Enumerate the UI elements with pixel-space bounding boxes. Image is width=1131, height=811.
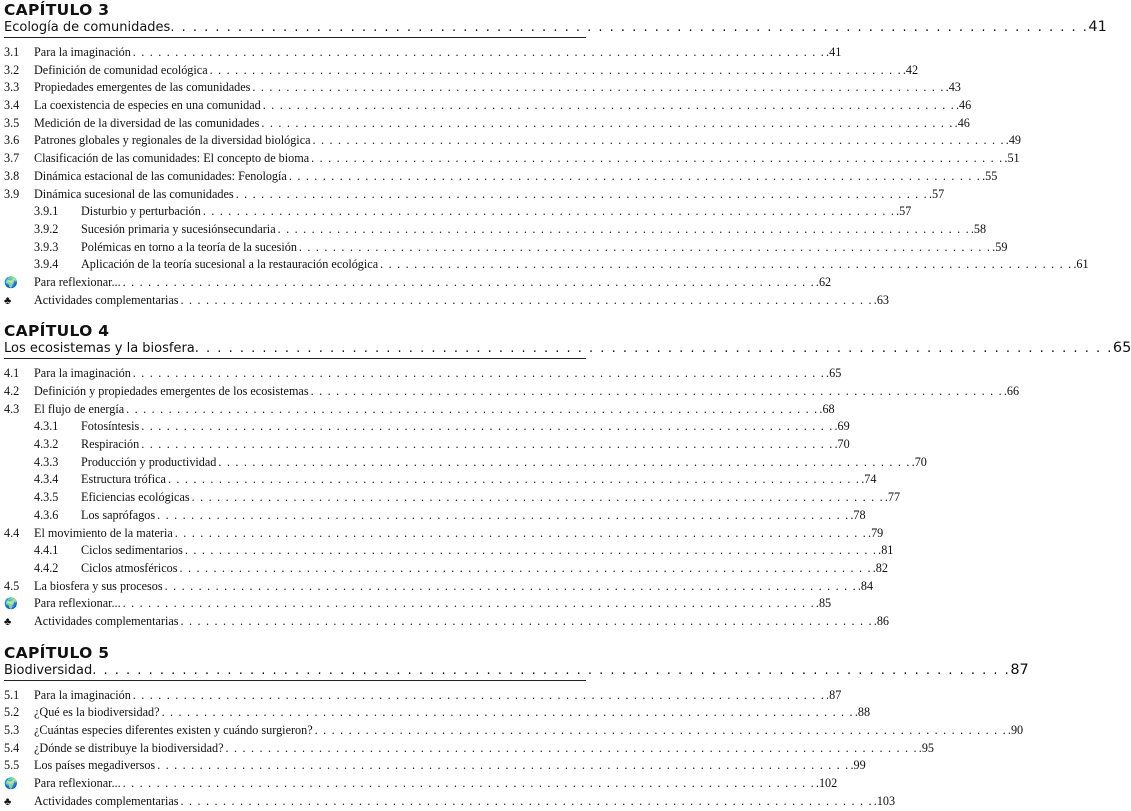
dot-leader: . . . . . . . . . . . . . . . . . . . . . . . . . . . . . . . . . . . . . . . . . . . . . . . . . . . . . . . . . . . . . . . . . . . . . . . . . . . . . . . . . . [310, 384, 1003, 398]
dot-leader: . . . . . . . . . . . . . . . . . . . . . . . . . . . . . . . . . . . . . . . . . . . . . . . . . . . . . . . . . . . . . . . . . . . . . . . . . . . . . . . . . . [157, 758, 850, 773]
dot-leader: . . . . . . . . . . . . . . . . . . . . . . . . . . . . . . . . . . . . . . . . . . . . . . . . . . . . . . . . . . . . . . . . . . . . . . . . . . . . . . . . . . [191, 490, 884, 505]
entry-title: Para reflexionar... [34, 596, 121, 611]
entry-title: Para reflexionar... [34, 274, 121, 289]
toc-entry [4, 97, 972, 115]
entry-page: .82 [872, 560, 888, 575]
entry-number: 5.4 [4, 740, 20, 755]
entry-number: 3.4 [4, 98, 20, 113]
entry-page: .58 [970, 221, 987, 236]
dot-leader: . . . . . . . . . . . . . . . . . . . . . . . . . . . . . . . . . . . . . . . . . . . . . . . . . . . . . . . . . . . . . . . . . . . . . . . . . . . . . . . . . . [132, 687, 826, 702]
toc-entry [4, 757, 866, 775]
toc-subentry [4, 560, 888, 578]
dot-leader: . . . . . . . . . . . . . . . . . . . . . . . . . . . . . . . . . . . . . . . . . . . . . . . . . . . . . . . . . . . . . . . . . . . . . . . . . . . . . . . . . . [122, 776, 815, 791]
toc-entry [4, 401, 835, 419]
entry-title: Dinámica sucesional de las comunidades [34, 186, 234, 201]
dot-leader: . . . . . . . . . . . . . . . . . . . . . . . . . . . . . . . . . . . . . . . . . . . . . . . . . . . . . . . . . . . . . . . . . . . . . . . . . . . . . . . . . . [141, 419, 834, 434]
activities-icon: ♣ [4, 795, 12, 808]
entry-number: 4.5 [4, 578, 20, 593]
dot-leader: . . . . . . . . . . . . . . . . . . . . . . . . . . . . . . . . . . . . . . . . . . . . . . . . . . . . . . . . . . . . . . . . . . . . . . . . . . . . . . . . . . [312, 133, 1005, 148]
entry-title: El flujo de energía [34, 401, 125, 416]
entry-page: .41 [826, 45, 842, 59]
dot-leader: . . . . . . . . . . . . . . . . . . . . . . . . . . . . . . . . . . . . . . . . . . . . . . . . . . . . . . . . . . . . . . . . . . . . . . . . . . . . . . . . . . [261, 115, 954, 130]
entry-number: 4.3.6 [34, 507, 59, 522]
dot-leader: . . . . . . . . . . . . . . . . . . . . . . . . . . . . . . . . . . . . . . . . . . . . . . . . . . . . . . . . . . . . . . . . . . . . . . . . . . . . . . . . . . [314, 723, 1007, 737]
entry-page: .66 [1003, 384, 1020, 398]
entry-title: Los países megadiversos [34, 758, 156, 773]
entry-title: Los saprófagos [81, 507, 156, 522]
dot-leader: . . . . . . . . . . . . . . . . . . . . . . . . . . . . . . . . . . . . . . . . . . . . . . . . . . . . . . . . . . . . . . . . . . . . . . . . . . . . . . . . . . [170, 20, 1089, 35]
chapter-title: Ecología de comunidades [4, 20, 171, 35]
dot-leader: . . . . . . . . . . . . . . . . . . . . . . . . . . . . . . . . . . . . . . . . . . . . . . . . . . . . . . . . . . . . . . . . . . . . . . . . . . . . . . . . . . [167, 472, 861, 487]
toc-subentry [4, 221, 987, 239]
toc-entry [4, 722, 1024, 740]
dot-leader: . . . . . . . . . . . . . . . . . . . . . . . . . . . . . . . . . . . . . . . . . . . . . . . . . . . . . . . . . . . . . . . . . . . . . . . . . . . . . . . . . . [92, 662, 1011, 678]
entry-page: .86 [873, 613, 889, 628]
entry-title: Producción y productividad [81, 454, 217, 469]
entry-page: .57 [928, 186, 945, 201]
entry-page: .61 [1073, 257, 1089, 272]
entry-page: .79 [868, 525, 884, 540]
entry-page: .49 [1005, 133, 1021, 148]
dot-leader: . . . . . . . . . . . . . . . . . . . . . . . . . . . . . . . . . . . . . . . . . . . . . . . . . . . . . . . . . . . . . . . . . . . . . . . . . . . . . . . . . . [225, 740, 918, 755]
entry-title: Sucesión primaria y sucesiónsecundaria [81, 221, 276, 236]
entry-page: .103 [873, 793, 896, 808]
toc-subentry [4, 418, 850, 436]
entry-page: .62 [815, 274, 832, 289]
dot-leader: . . . . . . . . . . . . . . . . . . . . . . . . . . . . . . . . . . . . . . . . . . . . . . . . . . . . . . . . . . . . . . . . . . . . . . . . . . . . . . . . . . [141, 437, 834, 452]
toc-entry [4, 186, 945, 204]
toc-entry [4, 793, 896, 811]
toc-subentry [4, 489, 901, 507]
entry-title: Para la imaginación [34, 687, 131, 702]
entry-page: .70 [834, 437, 850, 452]
dot-leader: . . . . . . . . . . . . . . . . . . . . . . . . . . . . . . . . . . . . . . . . . . . . . . . . . . . . . . . . . . . . . . . . . . . . . . . . . . . . . . . . . . [126, 401, 819, 416]
entry-title: Estructura trófica [81, 472, 166, 487]
entry-number: 5.5 [4, 758, 20, 773]
dot-leader: . . . . . . . . . . . . . . . . . . . . . . . . . . . . . . . . . . . . . . . . . . . . . . . . . . . . . . . . . . . . . . . . . . . . . . . . . . . . . . . . . . [194, 341, 1113, 357]
dot-leader: . . . . . . . . . . . . . . . . . . . . . . . . . . . . . . . . . . . . . . . . . . . . . . . . . . . . . . . . . . . . . . . . . . . . . . . . . . . . . . . . . . [209, 62, 902, 77]
entry-title: Polémicas en torno a la teoría de la sucesión [81, 239, 297, 254]
dot-leader: . . . . . . . . . . . . . . . . . . . . . . . . . . . . . . . . . . . . . . . . . . . . . . . . . . . . . . . . . . . . . . . . . . . . . . . . . . . . . . . . . . [180, 292, 873, 307]
entry-title: Actividades complementarias [34, 613, 179, 628]
entry-number: 3.9.1 [34, 204, 59, 219]
dot-leader: . . . . . . . . . . . . . . . . . . . . . . . . . . . . . . . . . . . . . . . . . . . . . . . . . . . . . . . . . . . . . . . . . . . . . . . . . . . . . . . . . . [252, 80, 945, 95]
dot-leader: . . . . . . . . . . . . . . . . . . . . . . . . . . . . . . . . . . . . . . . . . . . . . . . . . . . . . . . . . . . . . . . . . . . . . . . . . . . . . . . . . . [157, 507, 850, 522]
toc-subentry [4, 239, 1008, 257]
globe-icon: 🌍 [4, 778, 18, 791]
entry-title: Para reflexionar... [34, 776, 121, 791]
toc-entry [4, 292, 889, 310]
entry-number: 3.1 [4, 45, 20, 59]
entry-page: .85 [815, 596, 832, 611]
chapter-title-row [4, 661, 1029, 681]
entry-title: Medición de la diversidad de las comunidades [34, 115, 260, 130]
toc-subentry [4, 471, 877, 489]
entry-number: 4.4 [4, 525, 20, 540]
toc-entry [4, 578, 874, 596]
entry-page: .81 [878, 543, 894, 558]
entry-page: .77 [884, 490, 901, 505]
entry-title: El movimiento de la materia [34, 525, 173, 540]
entry-title: ¿Qué es la biodiversidad? [34, 705, 160, 720]
toc-entry [4, 274, 832, 292]
entry-number: 4.4.1 [34, 543, 59, 558]
entry-page: .57 [896, 204, 912, 219]
toc-subentry [4, 436, 850, 454]
toc-entry [4, 775, 838, 793]
entry-number: 5.1 [4, 687, 20, 702]
dot-leader: . . . . . . . . . . . . . . . . . . . . . . . . . . . . . . . . . . . . . . . . . . . . . . . . . . . . . . . . . . . . . . . . . . . . . . . . . . . . . . . . . . [122, 596, 815, 611]
dot-leader: . . . . . . . . . . . . . . . . . . . . . . . . . . . . . . . . . . . . . . . . . . . . . . . . . . . . . . . . . . . . . . . . . . . . . . . . . . . . . . . . . . [298, 239, 992, 254]
entry-number: 4.3.3 [34, 454, 59, 469]
toc-entry [4, 595, 832, 613]
toc-subentry [4, 203, 912, 221]
entry-number: 4.3.2 [34, 437, 59, 452]
activities-icon: ♣ [4, 615, 12, 628]
toc-entry [4, 687, 842, 705]
entry-page: .78 [850, 507, 866, 522]
toc-entry [4, 150, 1020, 168]
toc-entry [4, 62, 919, 80]
dot-leader: . . . . . . . . . . . . . . . . . . . . . . . . . . . . . . . . . . . . . . . . . . . . . . . . . . . . . . . . . . . . . . . . . . . . . . . . . . . . . . . . . . [132, 45, 826, 59]
toc-entry [4, 383, 1020, 401]
dot-leader: . . . . . . . . . . . . . . . . . . . . . . . . . . . . . . . . . . . . . . . . . . . . . . . . . . . . . . . . . . . . . . . . . . . . . . . . . . . . . . . . . . [180, 613, 873, 628]
entry-title: Ciclos sedimentarios [81, 543, 183, 558]
toc-entry [4, 132, 1021, 150]
entry-number: 4.2 [4, 384, 20, 398]
entry-page: .95 [918, 740, 935, 755]
chapter-section [4, 643, 1029, 811]
toc-entry [4, 525, 884, 543]
entry-page: .43 [945, 80, 961, 95]
entry-title: Eficiencias ecológicas [81, 490, 190, 505]
entry-title: ¿Cuántas especies diferentes existen y cuándo surgieron? [34, 723, 313, 737]
dot-leader: . . . . . . . . . . . . . . . . . . . . . . . . . . . . . . . . . . . . . . . . . . . . . . . . . . . . . . . . . . . . . . . . . . . . . . . . . . . . . . . . . . [288, 168, 982, 183]
entry-title: Patrones globales y regionales de la diversidad biológica [34, 133, 311, 148]
dot-leader: . . . . . . . . . . . . . . . . . . . . . . . . . . . . . . . . . . . . . . . . . . . . . . . . . . . . . . . . . . . . . . . . . . . . . . . . . . . . . . . . . . [132, 366, 826, 381]
entry-number: 4.3.5 [34, 490, 59, 505]
entry-page: .74 [861, 472, 877, 487]
toc-subentry [4, 507, 866, 525]
entry-title: Fotosíntesis [81, 419, 140, 434]
toc-entry [4, 613, 889, 631]
chapter-page: 41 [1088, 19, 1107, 35]
entry-page: .63 [873, 292, 889, 307]
chapter-label: CAPÍTULO 3 [4, 1, 110, 19]
entry-page: .55 [982, 168, 998, 183]
entry-page: .46 [954, 115, 970, 130]
entry-title: Clasificación de las comunidades: El concepto de bioma [34, 151, 310, 166]
toc-entry [4, 44, 842, 62]
dot-leader: . . . . . . . . . . . . . . . . . . . . . . . . . . . . . . . . . . . . . . . . . . . . . . . . . . . . . . . . . . . . . . . . . . . . . . . . . . . . . . . . . . [180, 793, 873, 808]
entry-title: Disturbio y perturbación [81, 204, 201, 219]
dot-leader: . . . . . . . . . . . . . . . . . . . . . . . . . . . . . . . . . . . . . . . . . . . . . . . . . . . . . . . . . . . . . . . . . . . . . . . . . . . . . . . . . . [179, 560, 872, 575]
entry-number: 3.9.3 [34, 239, 59, 254]
dot-leader: . . . . . . . . . . . . . . . . . . . . . . . . . . . . . . . . . . . . . . . . . . . . . . . . . . . . . . . . . . . . . . . . . . . . . . . . . . . . . . . . . . [218, 454, 911, 469]
entry-page: .88 [854, 705, 871, 720]
entry-number: 5.3 [4, 723, 20, 737]
toc-subentry [4, 256, 1089, 274]
entry-number: 3.8 [4, 168, 20, 183]
entry-number: 4.3 [4, 401, 20, 416]
dot-leader: . . . . . . . . . . . . . . . . . . . . . . . . . . . . . . . . . . . . . . . . . . . . . . . . . . . . . . . . . . . . . . . . . . . . . . . . . . . . . . . . . . [277, 221, 970, 236]
entry-page: .90 [1007, 723, 1024, 737]
entry-title: Aplicación de la teoría sucesional a la restauración ecológica [81, 257, 379, 272]
toc-entry [4, 168, 998, 186]
globe-icon: 🌍 [4, 276, 18, 289]
entry-page: .102 [815, 776, 838, 791]
entry-title: Actividades complementarias [34, 793, 179, 808]
toc-subentry [4, 542, 894, 560]
dot-leader: . . . . . . . . . . . . . . . . . . . . . . . . . . . . . . . . . . . . . . . . . . . . . . . . . . . . . . . . . . . . . . . . . . . . . . . . . . . . . . . . . . [235, 186, 928, 201]
entry-title: Definición y propiedades emergentes de los ecosistemas [34, 384, 309, 398]
toc-entry [4, 115, 970, 133]
entry-page: .65 [826, 366, 842, 381]
chapter-section [4, 322, 1131, 630]
entry-title: Definición de comunidad ecológica [34, 62, 208, 77]
entry-page: .46 [955, 98, 972, 113]
entry-number: 3.9 [4, 186, 20, 201]
toc-entry [4, 704, 871, 722]
dot-leader: . . . . . . . . . . . . . . . . . . . . . . . . . . . . . . . . . . . . . . . . . . . . . . . . . . . . . . . . . . . . . . . . . . . . . . . . . . . . . . . . . . [161, 705, 854, 720]
entry-title: La coexistencia de especies en una comunidad [34, 98, 261, 113]
entry-title: ¿Dónde se distribuye la biodiversidad? [34, 740, 224, 755]
entry-title: Para la imaginación [34, 45, 131, 59]
toc-subentry [4, 454, 927, 472]
entry-title: Respiración [81, 437, 140, 452]
entry-page: .70 [911, 454, 927, 469]
entry-number: 3.2 [4, 62, 20, 77]
chapter-title-row [4, 339, 1131, 359]
dot-leader: . . . . . . . . . . . . . . . . . . . . . . . . . . . . . . . . . . . . . . . . . . . . . . . . . . . . . . . . . . . . . . . . . . . . . . . . . . . . . . . . . . [262, 98, 955, 113]
entry-title: Propiedades emergentes de las comunidades [34, 80, 251, 95]
table-of-contents [4, 0, 1131, 810]
entry-title: Dinámica estacional de las comunidades: Fenología [34, 168, 287, 183]
activities-icon: ♣ [4, 294, 12, 307]
chapter-title-row [4, 18, 1107, 38]
chapter-page: 65 [1112, 340, 1131, 357]
entry-page: .87 [826, 687, 842, 702]
chapter-label: CAPÍTULO 5 [4, 643, 110, 662]
globe-icon: 🌍 [4, 598, 18, 611]
chapter-page: 87 [1010, 661, 1029, 678]
entry-number: 4.1 [4, 366, 20, 381]
dot-leader: . . . . . . . . . . . . . . . . . . . . . . . . . . . . . . . . . . . . . . . . . . . . . . . . . . . . . . . . . . . . . . . . . . . . . . . . . . . . . . . . . . [380, 257, 1073, 272]
entry-number: 3.7 [4, 151, 20, 166]
entry-page: .69 [834, 419, 850, 434]
dot-leader: . . . . . . . . . . . . . . . . . . . . . . . . . . . . . . . . . . . . . . . . . . . . . . . . . . . . . . . . . . . . . . . . . . . . . . . . . . . . . . . . . . [311, 151, 1004, 166]
toc-entry [4, 365, 842, 383]
chapter-section [4, 1, 1107, 309]
entry-page: .42 [902, 62, 919, 77]
dot-leader: . . . . . . . . . . . . . . . . . . . . . . . . . . . . . . . . . . . . . . . . . . . . . . . . . . . . . . . . . . . . . . . . . . . . . . . . . . . . . . . . . . [184, 543, 878, 558]
entry-title: Ciclos atmosféricos [81, 560, 178, 575]
dot-leader: . . . . . . . . . . . . . . . . . . . . . . . . . . . . . . . . . . . . . . . . . . . . . . . . . . . . . . . . . . . . . . . . . . . . . . . . . . . . . . . . . . [174, 525, 868, 540]
entry-number: 3.9.2 [34, 221, 59, 236]
entry-page: .59 [992, 239, 1008, 254]
entry-number: 5.2 [4, 705, 20, 720]
entry-number: 4.4.2 [34, 560, 59, 575]
entry-title: Actividades complementarias [34, 292, 179, 307]
toc-entry [4, 79, 961, 97]
dot-leader: . . . . . . . . . . . . . . . . . . . . . . . . . . . . . . . . . . . . . . . . . . . . . . . . . . . . . . . . . . . . . . . . . . . . . . . . . . . . . . . . . . [202, 204, 896, 219]
chapter-label: CAPÍTULO 4 [4, 322, 110, 341]
entry-number: 3.9.4 [34, 257, 59, 272]
entry-title: La biosfera y sus procesos [34, 578, 163, 593]
entry-number: 4.3.1 [34, 419, 59, 434]
entry-page: .68 [819, 401, 835, 416]
toc-entry [4, 740, 935, 758]
chapter-title: Biodiversidad [4, 662, 93, 678]
entry-page: .99 [850, 758, 866, 773]
entry-number: 4.3.4 [34, 472, 59, 487]
entry-number: 3.6 [4, 133, 20, 148]
entry-page: .84 [857, 578, 874, 593]
entry-number: 3.3 [4, 80, 20, 95]
dot-leader: . . . . . . . . . . . . . . . . . . . . . . . . . . . . . . . . . . . . . . . . . . . . . . . . . . . . . . . . . . . . . . . . . . . . . . . . . . . . . . . . . . [122, 274, 815, 289]
chapter-title: Los ecosistemas y la biosfera [4, 341, 195, 357]
entry-page: .51 [1004, 151, 1020, 166]
dot-leader: . . . . . . . . . . . . . . . . . . . . . . . . . . . . . . . . . . . . . . . . . . . . . . . . . . . . . . . . . . . . . . . . . . . . . . . . . . . . . . . . . . [164, 578, 857, 593]
entry-number: 3.5 [4, 115, 20, 130]
entry-title: Para la imaginación [34, 366, 131, 381]
